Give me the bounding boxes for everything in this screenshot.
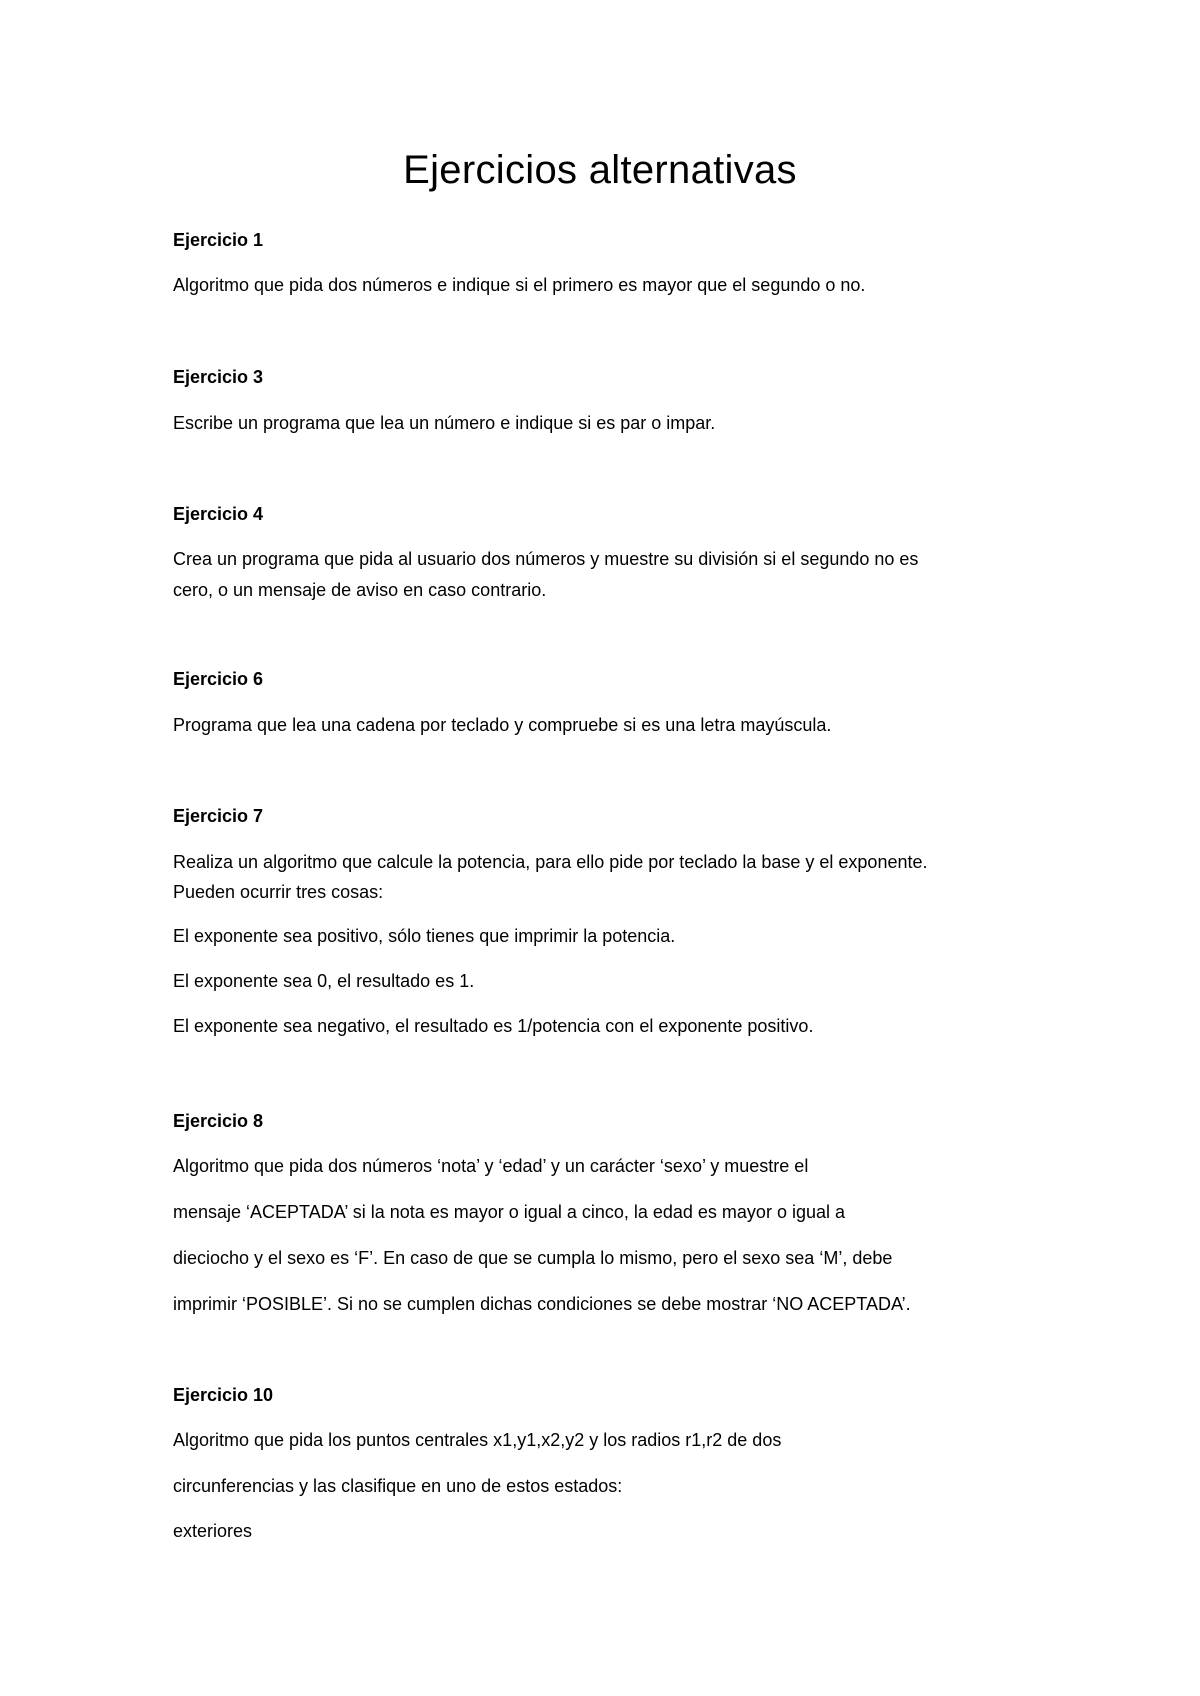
exercise-text: Algoritmo que pida dos números ‘nota’ y ‘edad’ y un carácter ‘sexo’ y muestre el — [173, 1156, 809, 1176]
exercise-text: exteriores — [173, 1521, 253, 1541]
exercise-text: cero, o un mensaje de aviso en caso contrario. — [173, 580, 547, 600]
exercise-heading: Ejercicio 3 — [173, 367, 264, 387]
exercise-heading: Ejercicio 7 — [173, 806, 264, 826]
exercise-heading: Ejercicio 10 — [173, 1385, 274, 1405]
exercise-text: Pueden ocurrir tres cosas: — [173, 882, 384, 902]
exercise-text: El exponente sea 0, el resultado es 1. — [173, 971, 475, 991]
exercise-text: El exponente sea positivo, sólo tienes que imprimir la potencia. — [173, 926, 676, 946]
exercise-heading: Ejercicio 4 — [173, 504, 264, 524]
exercise-heading: Ejercicio 1 — [173, 230, 264, 250]
exercise-text: El exponente sea negativo, el resultado es 1/potencia con el exponente positivo. — [173, 1016, 814, 1036]
exercise-text: Algoritmo que pida los puntos centrales x1,y1,x2,y2 y los radios r1,r2 de dos — [173, 1430, 782, 1450]
exercise-text: mensaje ‘ACEPTADA’ si la nota es mayor o igual a cinco, la edad es mayor o igual a — [173, 1202, 845, 1222]
exercise-text: Programa que lea una cadena por teclado y compruebe si es una letra mayúscula. — [173, 715, 832, 735]
page-title: Ejercicios alternativas — [403, 148, 797, 192]
exercise-text: circunferencias y las clasifique en uno de estos estados: — [173, 1476, 623, 1496]
exercise-text: Escribe un programa que lea un número e indique si es par o impar. — [173, 413, 716, 433]
exercise-text: Crea un programa que pida al usuario dos números y muestre su división si el segundo no es — [173, 549, 919, 569]
exercise-heading: Ejercicio 8 — [173, 1111, 264, 1131]
exercise-text: dieciocho y el sexo es ‘F’. En caso de que se cumpla lo mismo, pero el sexo sea ‘M’, debe — [173, 1248, 893, 1268]
exercise-text: imprimir ‘POSIBLE’. Si no se cumplen dichas condiciones se debe mostrar ‘NO ACEPTADA’. — [173, 1294, 911, 1314]
exercise-heading: Ejercicio 6 — [173, 669, 264, 689]
exercise-text: Realiza un algoritmo que calcule la potencia, para ello pide por teclado la base y el exponente. — [173, 852, 928, 872]
exercise-text: Algoritmo que pida dos números e indique si el primero es mayor que el segundo o no. — [173, 275, 866, 295]
